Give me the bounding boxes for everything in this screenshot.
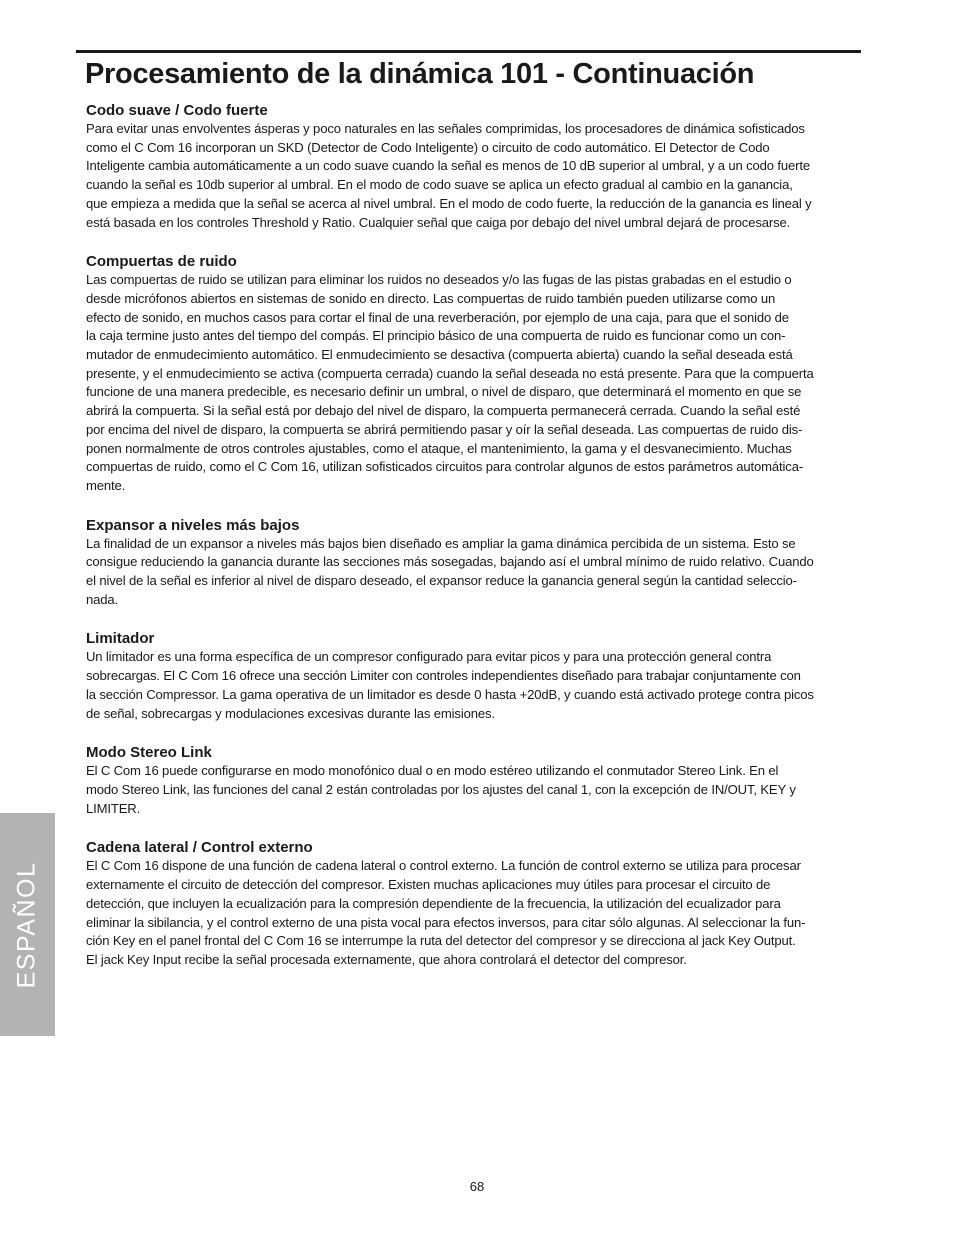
paragraph-line: la sección Compressor. La gama operativa de un limitador es desde 0 hasta +20dB, y cuando está activado protege contra picos [86,686,814,702]
section-paragraph [86,762,868,818]
paragraph-line: ponen normalmente de otros controles ajustables, como el ataque, el mantenimiento, la gama y el desvanecimiento. Muchas [86,440,792,456]
section [86,838,868,969]
paragraph-line: presente, y el enmudecimiento se activa (compuerta cerrada) cuando la señal deseada no está presente. Para que la compuerta [86,365,814,381]
paragraph-line: desde micrófonos abiertos en sistemas de sonido en directo. Las compuertas de ruido también pueden utilizarse como un [86,290,776,306]
paragraph-line: abrirá la compuerta. Si la señal está por debajo del nivel de disparo, la compuerta permanecerá cerrada. Cuando la señal esté [86,403,801,419]
paragraph-line: funcione de una manera predecible, es necesario definir un umbral, o nivel de disparo, que determinará el momento en que se [86,384,802,400]
section [86,629,868,723]
paragraph-line: El C Com 16 dispone de una función de cadena lateral o control externo. La función de control externo se utiliza para procesar [86,858,801,874]
section-paragraph [86,120,868,232]
side-tab-label: ESPAÑOL [12,861,41,989]
section [86,101,868,232]
section-paragraph [86,271,868,495]
section-heading: Cadena lateral / Control externo [86,839,313,857]
section-heading: Modo Stereo Link [86,744,212,762]
section [86,252,868,495]
paragraph-line: el nivel de la señal es inferior al nivel de disparo deseado, el expansor reduce la ganancia general según la cantidad seleccio- [86,573,797,589]
paragraph-line: detección, que incluyen la ecualización para la compresión dependiente de la frecuencia, la utilización del ecualizador para [86,895,781,911]
paragraph-line: modo Stereo Link, las funciones del canal 2 están controladas por los ajustes del canal 1, con la excepción de IN/OUT, KEY y [86,781,796,797]
section-heading: Limitador [86,630,155,648]
paragraph-line: mente. [86,477,126,493]
paragraph-line: ción Key en el panel frontal del C Com 16 se interrumpe la ruta del detector del compresor y se direcciona al jack Key Output. [86,933,796,949]
paragraph-line: externamente el circuito de detección del compresor. Existen muchas aplicaciones muy útiles para procesar el circuito de [86,877,771,893]
paragraph-line: mutador de enmudecimiento automático. El enmudecimiento se desactiva (compuerta abierta) cuando la señal deseada está [86,347,793,363]
section-heading: Expansor a niveles más bajos [86,516,300,534]
page-number: 68 [469,1179,485,1194]
paragraph-line: El C Com 16 puede configurarse en modo monofónico dual o en modo estéreo utilizando el conmutador Stereo Link. En el [86,763,779,779]
main-content [86,101,868,970]
paragraph-line: efecto de sonido, en muchos casos para cortar el final de una reverberación, por ejemplo de una caja, para que el sonido de [86,309,789,325]
paragraph-line: El jack Key Input recibe la señal procesada externamente, que ahora controlará el detector del compresor. [86,951,687,967]
language-side-tab [0,813,55,1036]
paragraph-line: cuando la señal es 10db superior al umbral. En el modo de codo suave se aplica un efecto gradual al cambio en la ganancia, [86,177,793,193]
paragraph-line: consigue reduciendo la ganancia durante las secciones más sosegadas, bajando así el umbral mínimo de ruido relativo. Cuando [86,554,814,570]
paragraph-line: está basada en los controles Threshold y Ratio. Cualquier señal que caiga por debajo del nivel umbral dejará de procesarse. [86,214,791,230]
paragraph-line: La finalidad de un expansor a niveles más bajos bien diseñado es ampliar la gama dinámica percibida de un sistema. Esto se [86,535,796,551]
section [86,516,868,610]
paragraph-line: compuertas de ruido, como el C Com 16, utilizan sofisticados circuitos para controlar algunos de estos parámetros automática- [86,459,804,475]
paragraph-line: Un limitador es una forma específica de un compresor configurado para evitar picos y para una protección general contra [86,649,772,665]
paragraph-line: Las compuertas de ruido se utilizan para eliminar los ruidos no deseados y/o las fugas de las pistas grabadas en el estudio o [86,272,792,288]
section-heading: Compuertas de ruido [86,253,237,271]
paragraph-line: nada. [86,591,119,607]
section-paragraph [86,648,868,723]
section-paragraph [86,857,868,969]
paragraph-line: de señal, sobrecargas y modulaciones excesivas durante las emisiones. [86,705,495,721]
paragraph-line: Inteligente cambia automáticamente a un codo suave cuando la señal es menos de 10 dB superior al umbral, y a un codo fuerte [86,158,810,174]
paragraph-line: por encima del nivel de disparo, la compuerta se abrirá permitiendo pasar y oír la señal deseada. Las compuertas de ruido dis- [86,421,803,437]
paragraph-line: como el C Com 16 incorporan un SKD (Detector de Codo Inteligente) o circuito de codo automático. El Detector de Codo [86,139,770,155]
page-title: Procesamiento de la dinámica 101 - Continuación [85,58,755,90]
paragraph-line: LIMITER. [86,800,141,816]
paragraph-line: la caja termine justo antes del tiempo del compás. El principio básico de una compuerta de ruido es funcionar como un con- [86,328,786,344]
header-rule [76,50,861,53]
paragraph-line: sobrecargas. El C Com 16 ofrece una sección Limiter con controles independientes diseñado para trabajar conjuntamente con [86,668,801,684]
section-heading: Codo suave / Codo fuerte [86,102,268,119]
paragraph-line: que empieza a medida que la señal se acerca al nivel umbral. En el modo de codo fuerte, la reducción de la ganancia es lineal y [86,195,812,211]
section-paragraph [86,535,868,610]
paragraph-line: Para evitar unas envolventes ásperas y poco naturales en las señales comprimidas, los procesadores de dinámica sofisticados [86,121,805,136]
paragraph-line: eliminar la sibilancia, y el control externo de una pista vocal para efectos inversos, para citar sólo algunas. Al seleccionar la fun- [86,914,806,930]
section [86,743,868,818]
